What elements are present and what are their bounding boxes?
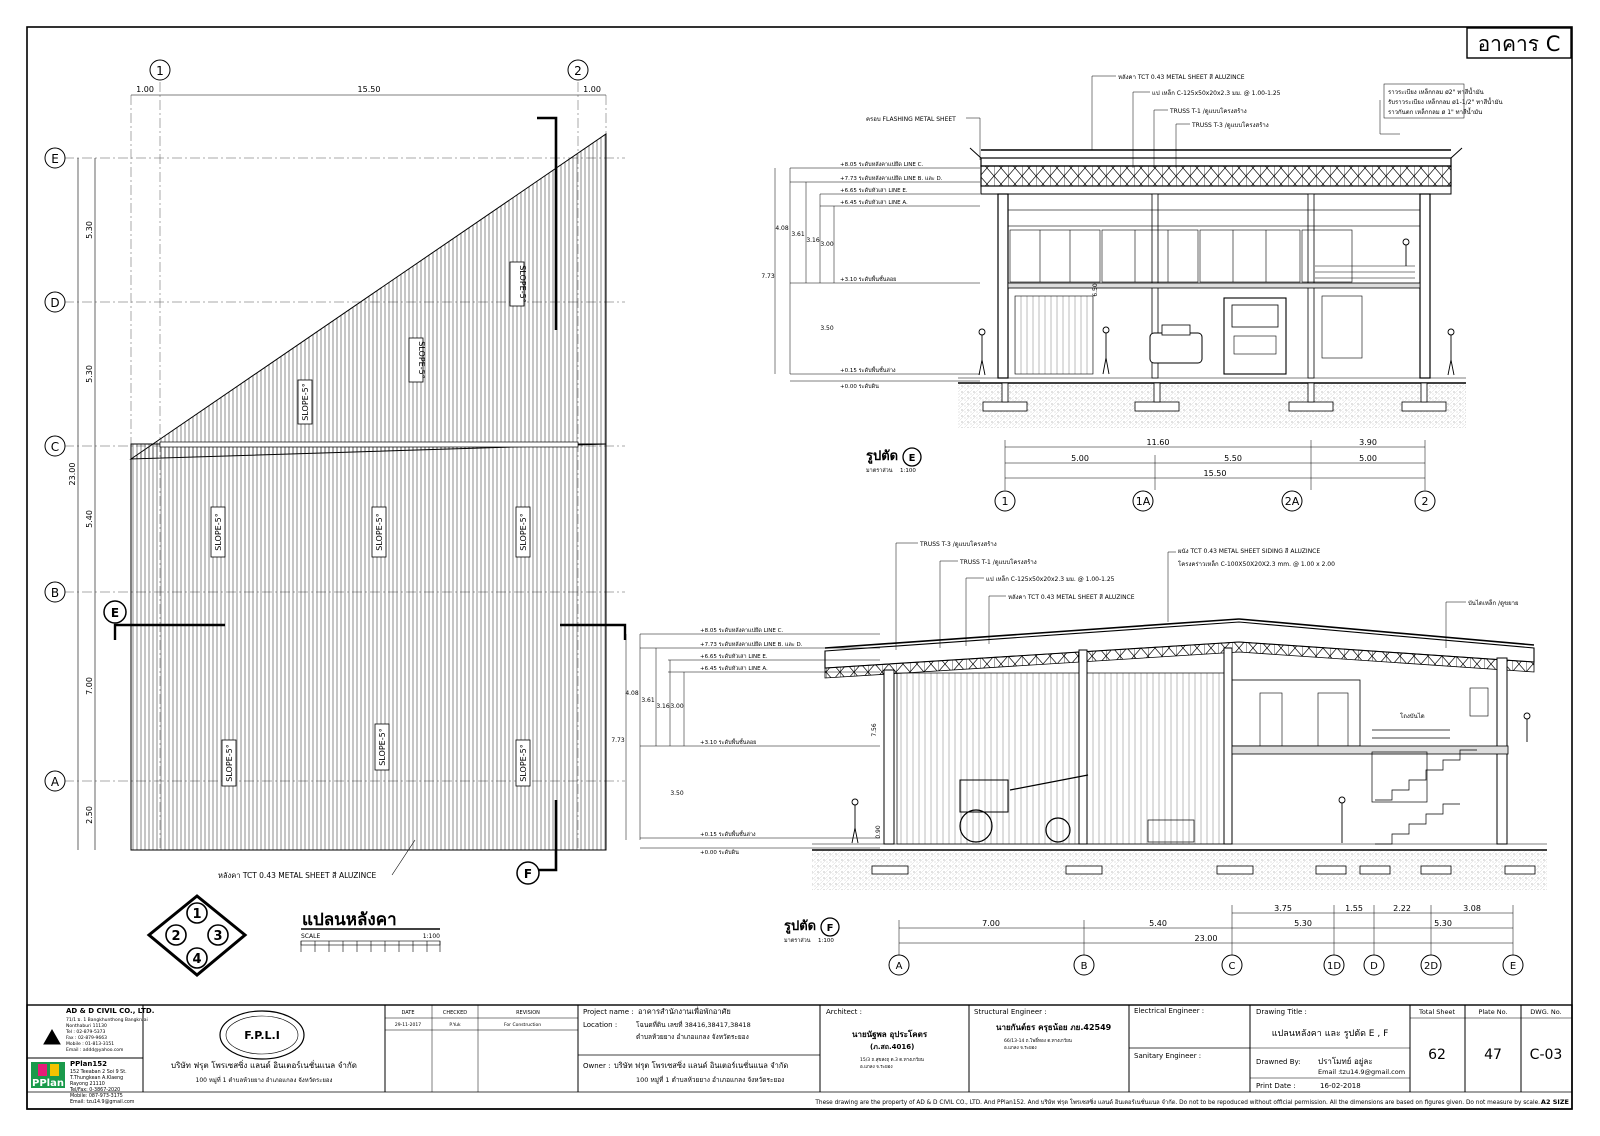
- sece-vdim-0: 4.08: [775, 225, 789, 232]
- secf-vdim-3: 3.00: [670, 703, 684, 710]
- slope-label-5: SLOPE-5°: [519, 513, 528, 551]
- roof-dim-top-0: 1.00: [136, 85, 154, 94]
- designer-company: AD & D CIVIL CO., LTD.: [66, 1007, 155, 1015]
- drawing-title: แปลนหลังคา และ รูปตัด E , F: [1271, 1029, 1389, 1039]
- secf-level-5: +0.15 ระดับพื้นชั้นล่าง: [700, 832, 756, 838]
- roof-grid-2: 2: [574, 64, 582, 78]
- owner-label: Owner :: [583, 1062, 611, 1070]
- architect-addr2: อ.แกลง จ.ระยอง: [860, 1065, 893, 1070]
- sece-vdim-6: 6.50: [1092, 283, 1099, 297]
- client-logo: F.P.L.I: [244, 1029, 280, 1042]
- roof-plan-scale-ratio: 1:100: [422, 933, 440, 940]
- architect-label: Architect :: [826, 1008, 862, 1016]
- sece-vdim-1: 3.61: [791, 231, 805, 238]
- drawn-by: ปราโมทย์ อยู่ละ: [1318, 1057, 1373, 1066]
- roof-grid-E: E: [51, 152, 59, 166]
- sece-callout-4: ครอบ FLASHING METAL SHEET: [866, 116, 956, 123]
- designer-addr-3: Fax : 02-879-9663: [66, 1036, 107, 1041]
- sece-callout-2: TRUSS T-1 /ดูแบบโครงสร้าง: [1170, 108, 1247, 115]
- pplan-company: PPlan152: [70, 1060, 107, 1068]
- structural-name: นายกันต์ธร ครุธน้อย ภย.42549: [996, 1023, 1112, 1032]
- secf-level-1: +7.73 ระดับหลังคาแปยึด LINE B. และ D.: [700, 642, 803, 648]
- secf-callout-4: ผนัง TCT 0.43 METAL SHEET SIDING สี ALUZINCE: [1178, 548, 1321, 555]
- secf-callout-6: บันไดเหล็ก /ดูขยาย: [1468, 600, 1519, 607]
- section-f: [611, 540, 1547, 975]
- architect-addr1: 15/3 ถ.สุขสงฤ ต.3 ต.ทางเกวียน: [860, 1058, 924, 1063]
- sece-title: รูปตัด: [866, 449, 899, 464]
- secf-hdim-mid-3: 5.30: [1434, 919, 1452, 928]
- roof-dim-left-3: 7.00: [85, 677, 94, 695]
- pplan-addr-5: Email: tzu14.9@gmail.com: [70, 1100, 135, 1105]
- sece-grid-1: 1A: [1135, 495, 1151, 508]
- slope-label-7: SLOPE-5°: [378, 728, 387, 766]
- disclaimer: These drawing are the property of AD & D CIVIL CO., LTD. And PPlan152. And บริษัท ฟรุต โพรเซสซิ่ง แลนด์ อินเตอร์เนชั่นแนล จำกัด. Do not to be repoduced without official permission. All the dimensions are based on figures given. Do not measure by scale.: [815, 1100, 1540, 1106]
- secf-hdim-top-1: 1.55: [1345, 904, 1363, 913]
- sece-note-1: รับราวระเบียง เหล็กกลม ø1-1/2" ทาสีน้ำมัน: [1388, 99, 1503, 106]
- sece-callout-0: หลังคา TCT 0.43 METAL SHEET สี ALUZINCE: [1118, 74, 1245, 81]
- pplan-addr-0: 152 Teeaban 2 Soi 9 St.: [70, 1070, 127, 1075]
- sece-hdim-total: 15.50: [1203, 469, 1227, 478]
- roof-plan-title: แปลนหลังคา: [302, 910, 397, 930]
- roof-grid-1: 1: [156, 64, 164, 78]
- structural-label: Structural Engineer :: [974, 1008, 1047, 1016]
- structural-addr1: 66/13-14 ถ.โพธิ์ทอง ต.ทางเกวียน: [1004, 1039, 1072, 1044]
- roof-dim-left-2: 5.40: [85, 510, 94, 528]
- project-name: อาคารสำนักงานเพื่อพักอาศัย: [638, 1007, 731, 1016]
- secf-callout-5: โครงคร่าวเหล็ก C-100X50X20X2.3 mm. @ 1.00 x 2.00: [1178, 561, 1335, 568]
- section-e: [761, 73, 1502, 511]
- key-num-3: 3: [213, 929, 223, 944]
- building-tag: อาคาร C: [1477, 32, 1561, 56]
- secf-callout-0: TRUSS T-3 /ดูแบบโครงสร้าง: [920, 541, 997, 548]
- client-name: บริษัท ฟรุต โพรเซสซิ่ง แลนด์ อินเตอร์เนชั่นแนล จำกัด: [171, 1061, 357, 1070]
- print-label: Print Date :: [1256, 1082, 1296, 1090]
- secf-hdim-top-2: 2.22: [1393, 904, 1411, 913]
- secf-vdim-1: 3.61: [641, 697, 655, 704]
- secf-hdim-top-3: 3.08: [1463, 904, 1481, 913]
- secf-hdim-mid-0: 7.00: [982, 919, 1000, 928]
- slope-label-2: SLOPE-5°: [301, 383, 310, 421]
- pplan-addr-3: Tel/Fax: 0-3867-2020: [70, 1088, 121, 1093]
- plate-label: Plate No.: [1478, 1008, 1508, 1016]
- sece-callout-3: TRUSS T-3 /ดูแบบโครงสร้าง: [1192, 122, 1269, 129]
- roof-dim-total-left: 23.00: [68, 462, 77, 486]
- roof-dim-left-1: 5.30: [85, 365, 94, 383]
- secf-callout-2: แป เหล็ก C-125x50x20x2.3 มม. @ 1.00-1.25: [986, 576, 1115, 583]
- pplan-logo-text: PPlan: [32, 1078, 64, 1089]
- rev-revision: For Construction: [504, 1023, 542, 1028]
- total-sheet-label: Total Sheet: [1418, 1008, 1456, 1016]
- rev-checked: P.Yuk: [449, 1023, 461, 1028]
- secf-scale-value: 1:100: [818, 938, 834, 944]
- dwg-no: C-03: [1529, 1047, 1563, 1063]
- secf-vdim-7: 0.90: [875, 825, 882, 839]
- secf-hdim-top-0: 3.75: [1274, 904, 1292, 913]
- secf-vdim-6: 7.56: [871, 723, 878, 737]
- title-block-text: [65, 1006, 1569, 1106]
- secf-level-2: +6.65 ระดับหัวเสา LINE E.: [700, 654, 768, 660]
- sece-vdim-2: 3.16: [806, 237, 820, 244]
- sece-callout-1: แป เหล็ก C-125x50x20x2.3 มม. @ 1.00-1.25: [1152, 90, 1281, 97]
- sece-hdim-mid-2: 5.00: [1359, 454, 1377, 463]
- pplan-addr-4: Mobile: 087-973-3175: [70, 1094, 123, 1099]
- key-num-2: 2: [171, 929, 181, 944]
- section-mark-e-plan: E: [110, 606, 120, 620]
- secf-title: รูปตัด: [784, 919, 817, 934]
- secf-grid-4: D: [1370, 961, 1378, 972]
- secf-grid-1: B: [1080, 961, 1088, 972]
- sece-hdim-top-1: 3.90: [1359, 438, 1377, 447]
- sece-scale-text: มาตราส่วน: [866, 468, 893, 474]
- drawing-title-label: Drawing Title :: [1256, 1008, 1307, 1016]
- roof-grid-B: B: [50, 586, 60, 600]
- sece-level-6: +0.00 ระดับดิน: [840, 384, 879, 390]
- total-sheet: 62: [1428, 1047, 1446, 1063]
- slope-label-4: SLOPE-5°: [375, 513, 384, 551]
- roof-dim-left-4: 2.50: [85, 806, 94, 824]
- sece-hdim-mid-0: 5.00: [1071, 454, 1089, 463]
- key-num-1: 1: [192, 907, 202, 922]
- project-label: Project name :: [583, 1008, 634, 1016]
- secf-grid-3: 1D: [1326, 961, 1342, 972]
- sece-level-1: +7.73 ระดับหลังคาแปยึด LINE B. และ D.: [840, 176, 943, 182]
- email: tzu14.9@gmail.com: [1340, 1068, 1406, 1076]
- rev-header-checked: CHECKED: [442, 1010, 468, 1016]
- sece-mark: E: [908, 453, 916, 464]
- architect-license: (ภ.สถ.4016): [870, 1043, 915, 1051]
- sece-hdim-mid-1: 5.50: [1224, 454, 1242, 463]
- secf-vdim-5: 3.50: [670, 790, 684, 797]
- sece-level-2: +6.65 ระดับหัวเสา LINE E.: [840, 188, 908, 194]
- secf-callout-3: หลังคา TCT 0.43 METAL SHEET สี ALUZINCE: [1008, 594, 1135, 601]
- secf-callout-7: โถงบันได: [1400, 713, 1425, 720]
- secf-grid-5: 2D: [1423, 961, 1439, 972]
- sece-grid-3: 2: [1421, 495, 1429, 508]
- plate-no: 47: [1484, 1047, 1502, 1063]
- slope-label-6: SLOPE-5°: [225, 744, 234, 782]
- slope-label-8: SLOPE-5°: [519, 744, 528, 782]
- secf-grid-2: C: [1228, 961, 1236, 972]
- owner-value2: 100 หมู่ที่ 1 ตำบลห้วยยาง อำเภอแกลง จังหวัดระยอง: [636, 1076, 785, 1084]
- pplan-logo: [31, 1062, 65, 1089]
- electrical-label: Electrical Engineer :: [1134, 1007, 1205, 1015]
- rev-header-date: DATE: [401, 1010, 415, 1016]
- architect-name: นายนัฐพล อุประโคตร: [852, 1030, 928, 1039]
- secf-grid-0: A: [895, 961, 903, 972]
- pplan-addr-2: Rayong 21110: [70, 1082, 105, 1087]
- roof-grid-D: D: [50, 296, 60, 310]
- roof-dim-top-1: 15.50: [357, 85, 381, 94]
- key-num-4: 4: [192, 952, 202, 967]
- slope-label-1: SLOPE-5°: [417, 341, 426, 379]
- slope-label-0: SLOPE-5°: [518, 265, 527, 303]
- slope-label-3: SLOPE-5°: [214, 513, 223, 551]
- section-mark-f-plan: F: [523, 867, 533, 881]
- rev-date: 29-11-2017: [394, 1023, 422, 1028]
- secf-vdim-4: 7.73: [611, 737, 625, 744]
- roof-grid-A: A: [50, 775, 60, 789]
- pplan-addr-1: T.Thungkean A.Klaeng: [70, 1076, 124, 1081]
- location-label: Location :: [583, 1021, 618, 1029]
- designer-addr-4: Mobile : 01-813-3151: [66, 1042, 115, 1047]
- sece-vdim-4: 7.73: [761, 273, 775, 280]
- secf-level-6: +0.00 ระดับดิน: [700, 850, 739, 856]
- sece-level-4: +3.10 ระดับพื้นชั้นลอย: [840, 277, 897, 283]
- roof-dim-left-0: 5.30: [85, 221, 94, 239]
- secf-level-3: +6.45 ระดับหัวเสา LINE A.: [700, 666, 768, 672]
- rev-header-revision: REVISION: [516, 1010, 540, 1016]
- sece-vdim-5: 3.50: [820, 325, 834, 332]
- secf-grid-6: E: [1509, 961, 1517, 972]
- secf-scale-text: มาตราส่วน: [784, 938, 811, 944]
- drawn-label: Drawned By:: [1256, 1058, 1301, 1066]
- secf-hdim-total: 23.00: [1194, 934, 1218, 943]
- designer-addr-5: Email : addd@yahoo.com: [66, 1048, 124, 1053]
- secf-vdim-0: 4.08: [625, 690, 639, 697]
- roof-plan-scale-label: SCALE: [301, 933, 321, 940]
- dwg-label: DWG. No.: [1530, 1008, 1562, 1016]
- sece-level-0: +8.05 ระดับหลังคาแปยึด LINE C.: [840, 162, 924, 168]
- secf-hdim-mid-2: 5.30: [1294, 919, 1312, 928]
- sece-grid-0: 1: [1001, 495, 1009, 508]
- secf-callout-1: TRUSS T-1 /ดูแบบโครงสร้าง: [960, 559, 1037, 566]
- sece-level-3: +6.45 ระดับหัวเสา LINE A.: [840, 200, 908, 206]
- sece-grid-2: 2A: [1284, 495, 1300, 508]
- sece-note-2: ราวกันตก เหล็กกลม ø 1" ทาสีน้ำมัน: [1388, 109, 1483, 116]
- roof-grid-C: C: [50, 440, 60, 454]
- sece-note-0: ราวระเบียง เหล็กกลม ø2" ทาสีน้ำมัน: [1388, 89, 1484, 96]
- email-label: Email :: [1318, 1068, 1341, 1076]
- sece-level-5: +0.15 ระดับพื้นชั้นล่าง: [840, 368, 896, 374]
- roof-plan: [45, 60, 625, 975]
- designer-addr-0: 71/1 ม. 1 Bangkhunthong Bangkruai: [66, 1018, 148, 1023]
- client-address: 100 หมู่ที่ 1 ตำบลห้วยยาง อำเภอแกลง จังหวัดระยอง: [195, 1077, 333, 1084]
- location-value2: ตำบลห้วยยาง อำเภอแกลง จังหวัดระยอง: [636, 1033, 749, 1041]
- roof-plan-note: หลังคา TCT 0.43 METAL SHEET สี ALUZINCE: [218, 871, 377, 880]
- location-value: โฉนดที่ดิน เลขที่ 38416,38417,38418: [636, 1021, 751, 1029]
- print-date: 16-02-2018: [1320, 1082, 1361, 1090]
- secf-level-4: +3.10 ระดับพื้นชั้นลอย: [700, 740, 757, 746]
- secf-vdim-2: 3.16: [656, 703, 670, 710]
- owner-value: บริษัท ฟรุต โพรเซสซิ่ง แลนด์ อินเตอร์เนชั่นแนล จำกัด: [614, 1061, 789, 1070]
- secf-hdim-mid-1: 5.40: [1149, 919, 1167, 928]
- designer-addr-2: Tel : 02-879-5373: [66, 1030, 106, 1035]
- designer-addr-1: Nonthaburi 11130: [66, 1024, 107, 1029]
- sece-scale-value: 1:100: [900, 468, 916, 474]
- sece-hdim-top-0: 11.60: [1146, 438, 1170, 447]
- secf-mark: F: [826, 923, 834, 934]
- structural-addr2: อ.แกลง จ.ระยอง: [1004, 1046, 1037, 1051]
- sece-vdim-3: 3.00: [820, 241, 834, 248]
- paper-size: A2 SIZE: [1540, 1098, 1569, 1106]
- roof-dim-top-2: 1.00: [583, 85, 601, 94]
- secf-level-0: +8.05 ระดับหลังคาแปยึด LINE C.: [700, 628, 784, 634]
- sanitary-label: Sanitary Engineer :: [1134, 1052, 1202, 1060]
